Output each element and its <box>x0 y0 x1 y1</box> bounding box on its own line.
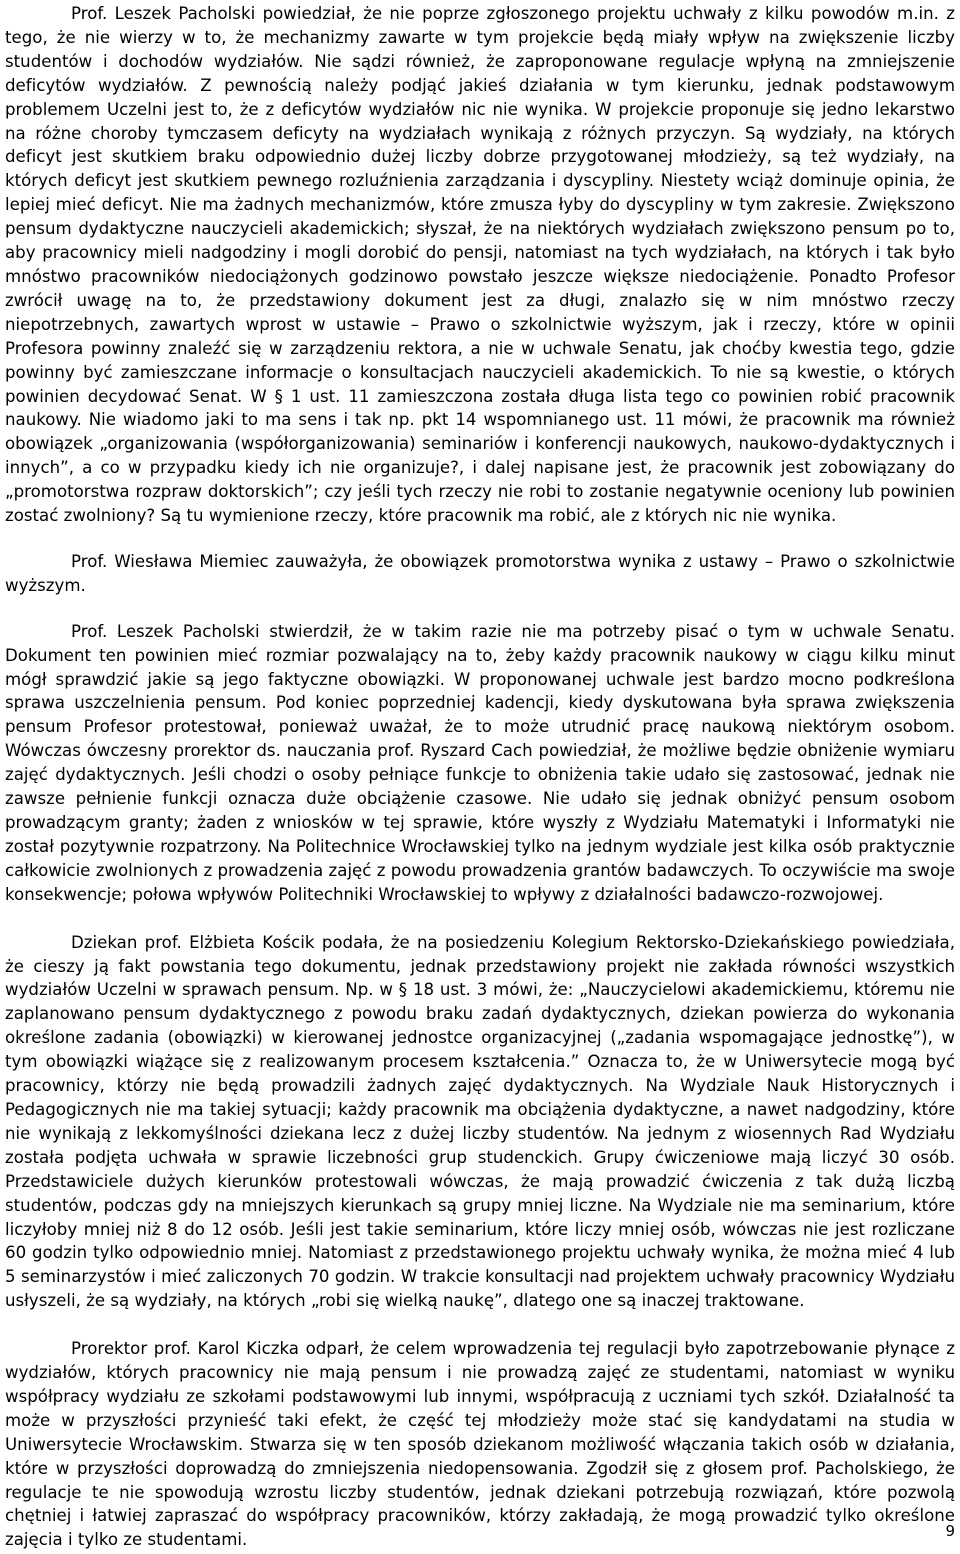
paragraph-koscik: Dziekan prof. Elżbieta Kościk podała, że na posiedzeniu Kolegium Rektorsko-Dziekańskiego powiedziała, że cieszy ją fakt powstania tego dokumentu, jednak przedstawiony projekt nie zakłada równości wszystkich wydziałów Uczelni w sprawach pensum. Np. w § 18 ust. 3 mówi, że: „Nauczycielowi akademickiemu, któremu nie zaplanowano pensum dydaktycznego z powodu braku zadań dydaktycznych, dziekan powierza do wykonania określone zadania (obowiązki) w kierowanej jednostce organizacyjnej („zadania wspomagające jednostkę”), w tym obowiązki wiążące się z realizowanym procesem kształcenia.” Oznacza to, że w Uniwersytecie mogą być pracownicy, którzy nie będą prowadzili żadnych zajęć dydaktycznych. Na Wydziale Nauk Historycznych i Pedagogicznych nie ma takiej sytuacji; każdy pracownik ma obciążenia dydaktyczne, a nawet nadgodziny, które nie wynikają z lekkomyślności dziekana lecz z dużej liczby studentów. Na jednym z wiosennych Rad Wydziału została podjęta uchwała w sprawie liczebności grup studenckich. Grupy ćwiczeniowe mają liczyć 30 osób. Przedstawiciele dużych kierunków protestowali wówczas, że mają prowadzić ćwiczenia z tak dużą liczbą studentów, podczas gdy na mniejszych kierunkach są grupy mniej liczne. Na Wydziale nie ma seminarium, które liczyłoby mniej niż 8 do 12 osób. Jeśli jest takie seminarium, które liczy mniej osób, wówczas nie jest rozliczane 60 godzin tylko odpowiednio mniej. Natomiast z przedstawionego projektu uchwały wynika, że można mieć 4 lub 5 seminarzystów i mieć zaliczonych 70 godzin. W trakcie konsultacji nad projektem uchwały pracownicy Wydziału usłyszeli, że są wydziały, na których „robi się wielką naukę”, dlatego one są inaczej traktowane. <box>5 932 955 1311</box>
page-number: 9 <box>945 1522 955 1540</box>
paragraph-miemiec: Prof. Wiesława Miemiec zauważyła, że obowiązek promotorstwa wynika z ustawy – Prawo o szkolnictwie wyższym. <box>5 551 955 595</box>
paragraph-pacholski-1: Prof. Leszek Pacholski powiedział, że nie poprze zgłoszonego projektu uchwały z kilku powodów m.in. z tego, że nie wierzy w to, że mechanizmy zawarte w tym projekcie będą miały wpływ na zwiększenie liczby studentów i dochodów wydziałów. Nie sądzi również, że zaproponowane regulacje wpłyną na zmniejszenie deficytów wydziałów. Z pewnością należy podjąć jakieś działania w tym kierunku, jednak podstawowym problemem Uczelni jest to, że z deficytów wydziałów nic nie wynika. W projekcie proponuje się jedno lekarstwo na różne choroby tymczasem deficyty na wydziałach wynikają z różnych przyczyn. Są wydziały, na których deficyt jest skutkiem braku odpowiednio dużej liczby dobrze przygotowanej młodzieży, są też wydziały, na których deficyt jest skutkiem pewnego rozluźnienia zarządzania i dyscypliny. Niestety wciąż dominuje opinia, że lepiej mieć deficyt. Nie ma żadnych mechanizmów, które zmusza łyby do dyscypliny w tym zakresie. Zwiększono pensum dydaktyczne nauczycieli akademickich; słyszał, że na niektórych wydziałach zwiększono pensum po to, aby pracownicy mieli nadgodziny i mogli dorobić do pensji, natomiast na tych wydziałach, na których i tak było mnóstwo pracowników niedociążonych godzinowo powstało jeszcze większe niedociążenie. Ponadto Profesor zwrócił uwagę na to, że przedstawiony dokument jest za długi, znalazło się w nim mnóstwo rzeczy niepotrzebnych, zawartych wprost w ustawie – Prawo o szkolnictwie wyższym, jak i rzeczy, które w opinii Profesora powinny znaleźć się w zarządzeniu rektora, a nie w uchwale Senatu, jak choćby kwestia tego, gdzie powinny być zamieszczane informacje o konsultacjach nauczycieli akademickich. To nie są kwestie, o których powinien decydować Senat. W § 1 ust. 11 zamieszczona została długa lista tego co powinien robić pracownik naukowy. Nie wiadomo jaki to ma sens i tak np. pkt 14 wspomnianego ust. 11 mówi, że pracownik ma również obowiązek „organizowania (współorganizowania) seminariów i konferencji naukowych, naukowo-dydaktycznych i innych”, a co w przypadku kiedy ich nie organizuje?, i dalej napisane jest, że pracownik jest zobowiązany do „promotorstwa rozpraw doktorskich”; czy jeśli tych rzeczy nie robi to zostanie negatywnie oceniony lub powinien zostać zwolniony? Są tu wymienione rzeczy, które pracownik ma robić, ale z których nic nie wynika. <box>5 4 955 526</box>
paragraph-pacholski-2: Prof. Leszek Pacholski stwierdził, że w takim razie nie ma potrzeby pisać o tym w uchwale Senatu. Dokument ten powinien mieć rozmiar pozwalający na to, żeby każdy pracownik naukowy w ciągu kilku minut mógł sprawdzić jakie są jego faktyczne obowiązki. W proponowanej uchwale jest bardzo mocno podkreślona sprawa uszczelnienia pensum. Pod koniec poprzedniej kadencji, kiedy dyskutowana była sprawa zwiększenia pensum Profesor protestował, ponieważ uważał, że to może utrudnić pracę naukową niektórym osobom. Wówczas ówczesny prorektor ds. nauczania prof. Ryszard Cach powiedział, że możliwe będzie obniżenie wymiaru zajęć dydaktycznych. Jeśli chodzi o osoby pełniące funkcje to obniżenia takie udało się zastosować, jednak nie zawsze pełnienie funkcji oznacza duże obciążenie czasowe. Nie udało się jednak obniżyć pensum osobom prowadzącym granty; żaden z wniosków w tej sprawie, które wyszły z Wydziału Matematyki i Informatyki nie został pozytywnie rozpatrzony. Na Politechnice Wrocławskiej tylko na jednym wydziale jest kilka osób praktycznie całkowicie zwolnionych z prowadzenia zajęć z powodu prowadzenia grantów badawczych. To oczywiście ma swoje konsekwencje; połowa wpływów Politechniki Wrocławskiej to wpływy z działalności badawczo-rozwojowej. <box>5 621 955 904</box>
paragraph-kiczka: Prorektor prof. Karol Kiczka odparł, że celem wprowadzenia tej regulacji było zapotrzebowanie płynące z wydziałów, których pracownicy nie mają pensum i nie prowadzą zajęć ze studentami, natomiast w wyniku współpracy wydziału ze szkołami podstawowymi lub innymi, współpracują z uczniami tych szkół. Działalność ta może w przyszłości przynieść taki efekt, że część tej młodzieży może stać się kandydatami na studia w Uniwersytecie Wrocławskim. Stwarza się w ten sposób dziekanom możliwość włączania takich osób w działania, które w przyszłości doprowadzą do zmniejszenia niedopensowania. Zgodził się z głosem prof. Pacholskiego, że regulacje te nie spowodują wzrostu liczby studentów, jednak dziekani potrzebują rozwiązań, które pozwolą chętniej i łatwiej zapraszać do współpracy pracowników, którzy zakładają, że mogą prowadzić tylko określone zajęcia i tylko ze studentami. <box>5 1339 955 1550</box>
